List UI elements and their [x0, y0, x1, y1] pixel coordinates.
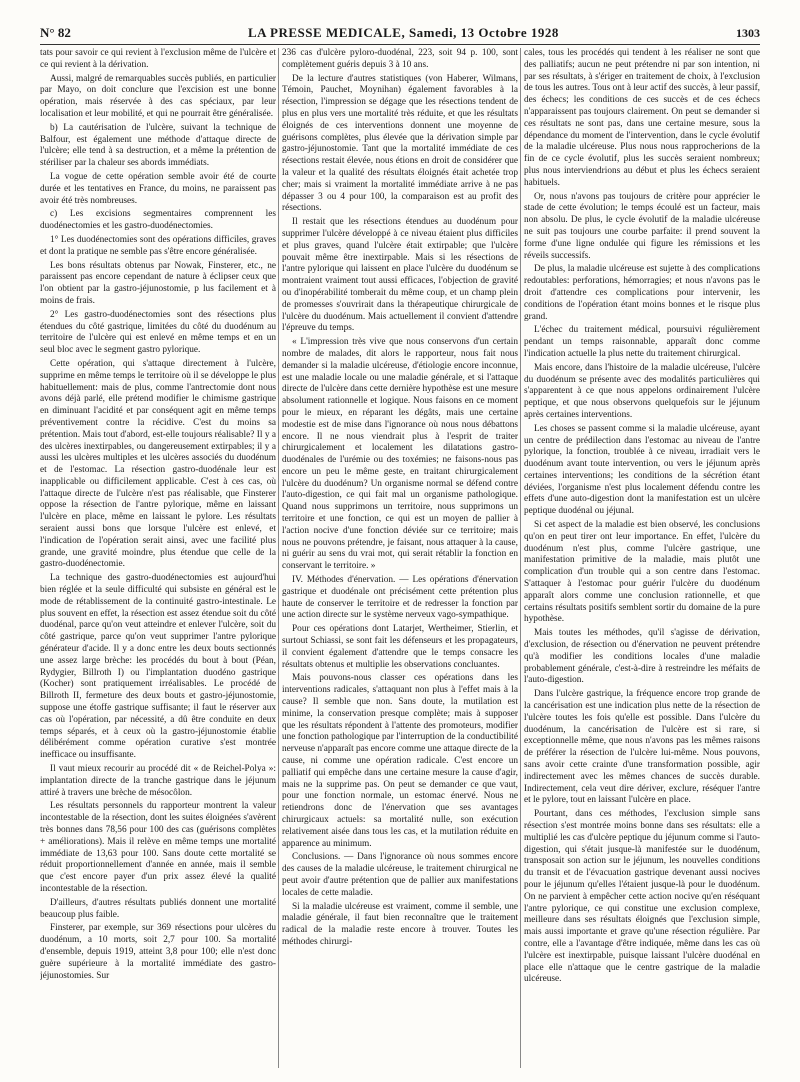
paragraph: Dans l'ulcère gastrique, la fréquence encore trop grande de la cancérisation est une indication plus nette de la résection de l'ulcère toutes les fois qu'elle est possible. Dans l'ulcère du duodénum, la cancérisation de l'ulcère est si rare, si exceptionnelle même, que nous n'avons pas les mêmes raisons de préférer la résection de l'ulcère lui-même. Nous pouvons, sans avoir cette crainte d'une transformation possible, agir indirectement avec les mêmes chances de succès durable. Indirectement, cela veut dire dériver, exclure, réséquer l'antre et le pylore, tout en laissant l'ulcère en place. [524, 689, 760, 806]
paragraph: Les résultats personnels du rapporteur montrent la valeur incontestable de la résection, dont les suites éloignées s'avèrent très bonnes dans 78,56 pour 100 des cas (guérisons complètes + améliorations). Mais il relève en même temps une mortalité immédiate de 13,63 pour 100. Sans doute cette mortalité se réduit proportionnellement d'année en année, mais il semble que c'est encore payer d'un prix assez élevé la qualité incontestable de la résection. [40, 801, 276, 894]
section-paragraph: Conclusions. — Dans l'ignorance où nous sommes encore des causes de la maladie ulcéreuse, le traitement chirurgical ne peut avoir d'autre prétention que de pallier aux manifestations locales de cette maladie. [282, 852, 518, 898]
paragraph: 1° Les duodénectomies sont des opérations difficiles, graves et dont la pratique ne semble pas s'être encore généralisée. [40, 234, 276, 257]
paragraph: « L'impression très vive que nous conservons d'un certain nombre de malades, dit alors le rapporteur, nous fait nous demander si la maladie ulcéreuse, d'étiologie encore inconnue, est une maladie locale ou une maladie générale, et si l'attaque directe de l'ulcère dans cette dernière hypothèse est une mesure absolument rationnelle et logique. Nous faisons en ce moment pour le mieux, en réparant les dégâts, mais une certaine modestie est de mise dans l'ignorance où nous nous débattons encore. Il ne nous viendrait plus à l'esprit de traiter chirurgicalement et localement les dilatations gastro-duodénales de l'urémie ou des toxémies; ne faisons-nous pas encore un peu le même geste, en traitant chirurgicalement l'ulcère du duodénum? Un organisme normal se défend contre l'auto-digestion, ce qui fait mal un organisme pathologique. Quand nous supprimons un territoire, nous supprimons un territoire et une fonction, ce qui est un moyen de pallier à l'action nocive d'une fonction déviée sur ce territoire; mais nous ne pouvons prétendre, je faisant, nous attaquer à la cause, ni guérir au sens du vrai mot, qui serait rétablir la fonction en conservant le territoire. » [282, 337, 518, 572]
page-number: 1303 [736, 25, 760, 40]
paragraph: 236 cas d'ulcère pyloro-duodénal, 223, soit 94 p. 100, sont complètement guéris depuis 3 à 10 ans. [282, 48, 518, 70]
paragraph: La vogue de cette opération semble avoir été de courte durée et les tentatives en France, du moins, ne paraissent pas avoir été très nombreuses. [40, 171, 276, 206]
text-column-2 [282, 48, 518, 1074]
column-divider [278, 48, 279, 1068]
paragraph: 2° Les gastro-duodénectomies sont des résections plus étendues du côté gastrique, limitées du côté du duodénum au territoire de l'ulcère qui est enlevé en même temps et en un seul bloc avec le segment gastro pylorique. [40, 309, 276, 356]
paragraph: Mais pouvons-nous classer ces opérations dans les interventions radicales, s'attaquant non plus à l'effet mais à la cause? Il semble que non. Sans doute, la mutilation est minime, la conservation presque complète; mais à supposer que les résultats répondent à l'attente des promoteurs, modifier une fonction pathologique par l'interruption de la conductibilité nerveuse n'apparaît pas encore comme une attaque directe de la cause, ni comme une opération radicale. C'est encore un palliatif qui empêche dans une certaine mesure la cause d'agir, mais ne la supprime pas. On peut se demander ce que vaut, pour une fonction normale, un estomac énervé. Nous ne retiendrons donc de l'énervation que ses avantages chirurgicaux actuels: sa mortalité nulle, son exécution relativement aisée dans tous les cas, et la mutilation réduite en apparence au minimum. [282, 673, 518, 849]
paragraph: cales, tous les procédés qui tendent à les réaliser ne sont que des palliatifs; aucun ne peut prétendre ni par son intention, ni par ses résultats, à s'ériger en traitement de choix, à l'exclusion de tous les autres. Tous ont à leur actif des succès, à leur passif, des échecs; les conditions de ces succès et de ces échecs n'apparaissent pas toujours clairement. On peut se demander si ces résultats ne sont pas, dans une certaine mesure, sous la dépendance du moment de l'intervention, dans le cycle évolutif de la maladie ulcéreuse. Plus nous nous rapprocherions de la fin de ce cycle évolutif, plus les succès seraient nombreux; plus nous interviendrions au début et plus les échecs seraient habituels. [524, 48, 760, 188]
paragraph: tats pour savoir ce qui revient à l'exclusion même de l'ulcère et ce qui revient à la dérivation. [40, 48, 276, 70]
paragraph: Il restait que les résections étendues au duodénum pour supprimer l'ulcère développé à ce niveau étaient plus difficiles et plus graves, quand l'ulcère était extirpable; que l'ulcère pouvait même être inextirpable. Mais si les résections de l'antre pylorique qui laissent en place l'ulcère du duodénum se montraient vraiment tout aussi efficaces, l'objection de gravité ou d'inopérabilité tomberait du même coup, et un champ plein de promesses s'ouvrirait dans la thérapeutique chirurgicale de l'ulcère du duodénum. Mais actuellement il convient d'attendre l'épreuve du temps. [282, 217, 518, 334]
paragraph: D'ailleurs, d'autres résultats publiés donnent une mortalité beaucoup plus faible. [40, 897, 276, 920]
paragraph: Cette opération, qui s'attaque directement à l'ulcère, supprime en même temps le territoire où il se développe le plus habituellement: mais de plus, comme l'antrectomie dont nous avons déjà parlé, elle prétend modifier le chimisme gastrique en diminuant l'acidité et par conséquent agit en même temps préventivement contre la récidive. C'est du moins sa prétention. Mais tout d'abord, est-elle toujours réalisable? Il y a des ulcères inextirpables, ou dangereusement extirpables; il y a aussi les ulcères multiples et les ulcères associés du duodénum et de l'estomac. La résection gastro-duodénale leur est inapplicable ou difficilement applicable. C'est à ces cas, où l'attaque directe de l'ulcère n'est pas réalisable, que Finsterer oppose la résection de l'antre pylorique, même en laissant l'ulcère en place, même en laissant le pylore. Les résultats seraient aussi bons que lorsque l'ulcère est enlevé, et l'indication de l'opération serait ainsi, avec une facilité plus grande, une gravité moindre, plus étendue que celle de la gastro-duodénectomie. [40, 358, 276, 570]
paragraph: L'échec du traitement médical, poursuivi régulièrement pendant un temps raisonnable, apparaît donc comme l'indication actuelle la plus nette du traitement chirurgical. [524, 325, 760, 359]
column-divider [520, 48, 521, 1068]
paragraph: Finsterer, par exemple, sur 369 résections pour ulcères du duodénum, a 10 morts, soit 2,7 pour 100. Sa mortalité d'ensemble, depuis 1919, atteint 3,8 pour 100; elle n'est donc guère supérieure à la mortalité immédiate des gastro-jéjunostomies. Sur [40, 923, 276, 981]
paragraph: La technique des gastro-duodénectomies est aujourd'hui bien réglée et la seule difficulté qui subsiste en général est le mode de rétablissement de la continuité gastro-intestinale. Le plus souvent en effet, la résection est assez étendue soit du côté duodénal, parce qu'on veut atteindre et enlever l'ulcère, soit du côté gastrique, parce qu'on veut supprimer l'antre pylorique générateur d'acide. Il y a donc entre les deux bouts sectionnés une assez large brèche: les procédés du bout à bout (Péan, Rydygier, Billroth I) ou l'implantation duodéno gastrique (Kocher) sont pratiquement irréalisables. Le procédé de Billroth II, fermeture des deux bouts et gastro-jéjunostomie, suppose une étoffe gastrique suffisante; il faut le réserver aux cas où l'opération, par nécessité, a dû être conduite en deux temps séparés, et à ceux où la gastro-jéjunostomie établie délibérément comme opération curative s'est montrée inefficace ou insuffisante. [40, 573, 276, 761]
paragraph: Il vaut mieux recourir au procédé dit « de Reichel-Polya »: implantation directe de la tranche gastrique dans le jéjunum attiré à travers une brèche de mésocôlon. [40, 764, 276, 798]
paragraph: b) La cautérisation de l'ulcère, suivant la technique de Balfour, est également une méthode d'attaque directe de l'ulcère; elle tend à sa destruction, et a même la prétention de stériliser par la chaleur ses abords immédiats. [40, 122, 276, 169]
paragraph: Si cet aspect de la maladie est bien observé, les conclusions qu'on en peut tirer ont leur importance. En effet, l'ulcère du duodénum n'est plus, comme l'ulcère gastrique, une manifestation primitive de la maladie, mais plutôt une complication d'un trouble qui a son centre dans l'estomac. S'attaquer à l'estomac pour guérir l'ulcère du duodénum apparaît alors comme une conclusion rationnelle, et que certains résultats positifs semblent sortir du domaine de la pure hypothèse. [524, 520, 760, 625]
paragraph: Les choses se passent comme si la maladie ulcéreuse, ayant un centre de prédilection dans l'estomac au niveau de l'antre pylorique, la fonction, troublée à ce niveau, irradiait vers le duodénum avant toute intervention, ou vers le jéjunum après certaines interventions; les conditions de la sécrétion étant déviées, l'organisme n'est plus localement défendu contre les effets d'une auto-digestion dont la manifestation est un ulcère peptique duodénal ou jéjunal. [524, 423, 760, 517]
text-column-3 [524, 48, 760, 1074]
paragraph: Mais toutes les méthodes, qu'il s'agisse de dérivation, d'exclusion, de résection ou d'énervation ne peuvent prétendre qu'à modifier les conditions locales d'une maladie probablement générale, c'est-à-dire à restreindre les méfaits de l'auto-digestion. [524, 628, 760, 686]
text-column-1 [40, 48, 276, 1074]
paragraph: De plus, la maladie ulcéreuse est sujette à des complications redoutables: perforations, hémorragies; et nous n'avons pas le droit d'attendre ces complications pour intervenir, les conditions de l'opération étant moins bonnes et le risque plus grand. [524, 264, 760, 322]
paragraph: De la lecture d'autres statistiques (von Haberer, Wilmans, Témoin, Pauchet, Moynihan) également favorables à la résection, l'impression se dégage que les résections tendent de plus en plus vers une mortalité très réduite, et que les résultats éloignés de ces interventions donnent une moyenne de guérisons complètes, plus élevée que la dérivation simple par gastro-jéjunostomie. Tant que la mortalité immédiate de ces résections restait élevée, nous étions en droit de considérer que la valeur et la qualité des résultats éloignés était achetée trop cher; mais si vraiment la mortalité immédiate arrive à ne pas dépasser 3 ou 4 pour 100, la comparaison est au profit des résections. [282, 73, 518, 214]
section-paragraph: IV. Méthodes d'énervation. — Les opérations d'énervation gastrique et duodénale ont précisément cette prétention plus haute de conserver le territoire et de redresser la fonction par une action directe sur le système nerveux vago-sympathique. [282, 575, 518, 621]
paragraph: Si la maladie ulcéreuse est vraiment, comme il semble, une maladie générale, il faut bien reconnaître que le traitement radical de la maladie reste encore à trouver. Toutes les méthodes chirurgi- [282, 901, 518, 947]
paragraph: Mais encore, dans l'histoire de la maladie ulcéreuse, l'ulcère du duodénum se présente avec des modalités particulières qui s'apparentent à ce que nous appelons ordinairement l'ulcère peptique, et que nous observons quelquefois sur le jéjunum après certaines interventions. [524, 362, 760, 420]
paragraph: c) Les excisions segmentaires comprennent les duodénectomies et les gastro-duodénectomies. [40, 209, 276, 232]
journal-title: LA PRESSE MEDICALE, Samedi, 13 Octobre 1928 [247, 25, 559, 40]
paragraph: Pour ces opérations dont Latarjet, Wertheimer, Stierlin, et surtout Schiassi, se sont fait les défenseurs et les propagateurs, il convient également d'attendre que le temps consacre les résultats obtenus et multiplie les observations concluantes. [282, 624, 518, 670]
paragraph: Pourtant, dans ces méthodes, l'exclusion simple sans résection s'est montrée moins bonne dans ses résultats: elle a multiplié les cas d'ulcère peptique du jéjunum comme si l'auto-digestion, qui s'était jusque-là manifestée sur le duodénum, transposait son action sur le jéjunum, les nouvelles conditions du transit et de l'évacuation gastrique devenant aussi nocives pour le jéjunum qu'elles l'étaient jusque-là pour le duodénum. On ne parvient à empêcher cette action nocive qu'en réséquant l'antre pylorique, ce qui constitue une exclusion complexe, meilleure dans ses résultats éloignés que l'exclusion simple, mais aussi importante et grave qu'une résection régulière. Par contre, elle a l'avantage d'être indiquée, même dans les cas où l'ulcère est inextirpable, puisque laissant l'ulcère duodénal en place elle n'attaque que le centre gastrique de la maladie ulcéreuse. [524, 809, 760, 985]
page-header [40, 22, 760, 45]
paragraph: Aussi, malgré de remarquables succès publiés, en particulier par Mayo, on doit conclure que l'excision est une bonne opération, mais réservée à des cas spéciaux, par leur localisation et leur mobilité, et qui ne pourrait être généralisée. [40, 73, 276, 119]
paragraph: Or, nous n'avons pas toujours de critère pour apprécier le stade de cette évolution; le temps écoulé est un facteur, mais non absolu. De plus, le cycle évolutif de la maladie ulcéreuse ne suit pas toujours une courbe parfaite: il prend souvent la forme d'une ligne ondulée qui figure les rémissions et les réveils successifs. [524, 191, 760, 261]
issue-number: N° 82 [40, 25, 71, 40]
paragraph: Les bons résultats obtenus par Nowak, Finsterer, etc., ne paraissent pas encore cependant de nature à éclipser ceux que l'on obtient par la gastro-jéjunostomie, p lus facilement et à moins de frais. [40, 260, 276, 306]
